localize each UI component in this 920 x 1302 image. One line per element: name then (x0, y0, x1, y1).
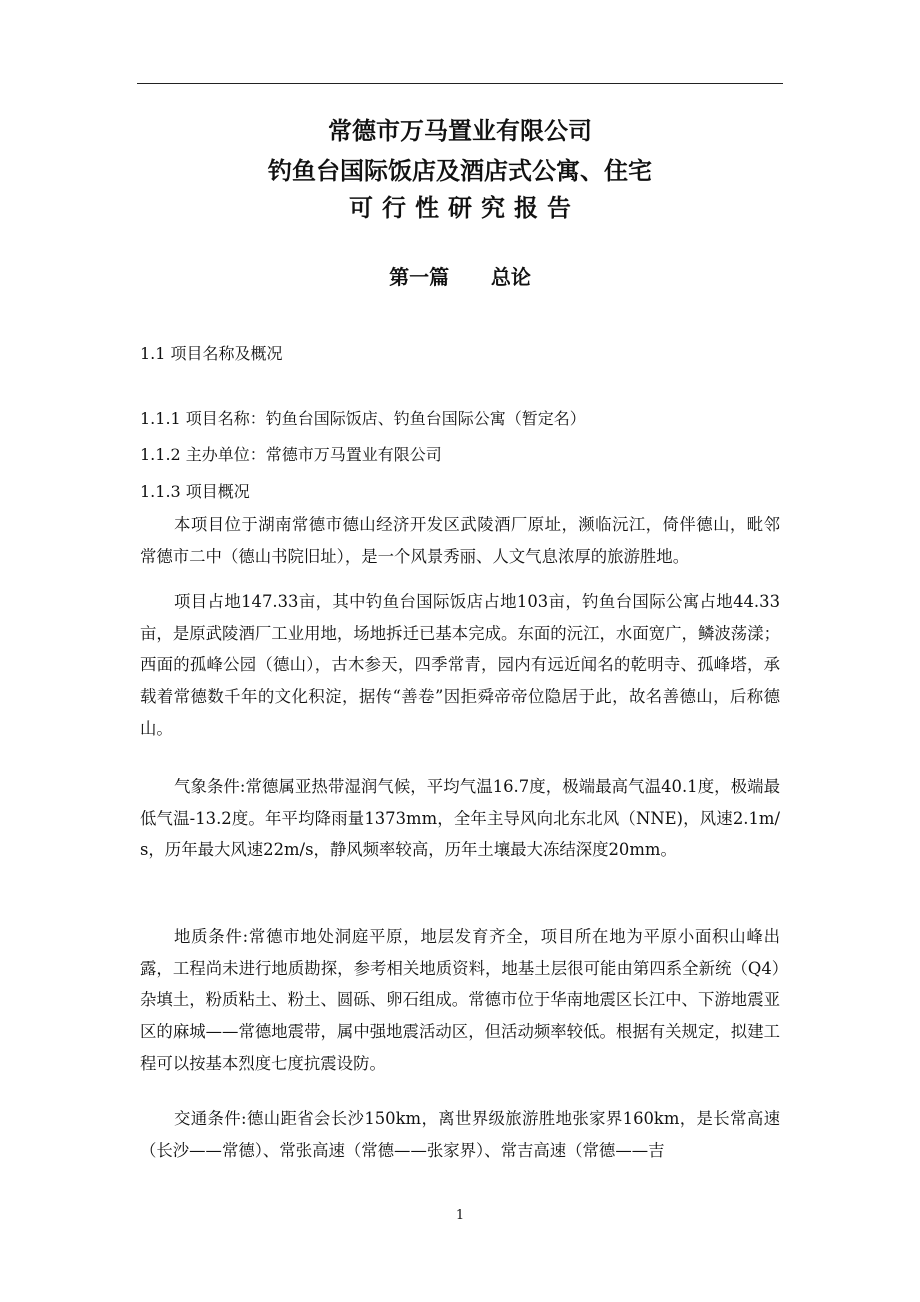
page-number: 1 (455, 1208, 465, 1223)
paragraph-transportation: 交通条件:德山距省会长沙150km，离世界级旅游胜地张家界160km，是长常高速（长沙——常德）、常张高速（常德——张家界）、常吉高速（常德——吉 (140, 1109, 780, 1160)
paragraph-location: 本项目位于湖南常德市德山经济开发区武陵酒厂原址，濒临沅江，倚伴德山，毗邻常德市二中（德山书院旧址），是一个风景秀丽、人文气息浓厚的旅游胜地。 (140, 515, 780, 566)
document-title-project: 钓鱼台国际饭店及酒店式公寓、住宅 (268, 157, 652, 185)
chapter-heading: 第一篇 总论 (389, 265, 531, 289)
paragraph-geology: 地质条件:常德市地处洞庭平原，地层发育齐全，项目所在地为平原小面积山峰出露，工程尚未进行地质勘探，参考相关地质资料，地基土层很可能由第四系全新统（Q4）杂填土，粉质粘土、粉土、圆砾、卵石组成。常德市位于华南地震区长江中、下游地震亚区的麻城——常德地震带，属中强地震活动区，但活动频率较低。根据有关规定，拟建工程可以按基本烈度七度抗震设防。 (140, 927, 780, 1073)
section-1-1-2-organizer: 1.1.2 主办单位：常德市万马置业有限公司 (140, 445, 442, 464)
section-1-1-3-overview: 1.1.3 项目概况 (140, 482, 250, 501)
document-title-report: 可行性研究报告 (349, 194, 580, 222)
section-1-1-1-project-name: 1.1.1 项目名称：钓鱼台国际饭店、钓鱼台国际公寓（暂定名） (140, 409, 586, 428)
document-title-company: 常德市万马置业有限公司 (328, 117, 592, 145)
paragraph-climate: 气象条件:常德属亚热带湿润气候，平均气温16.7度，极端最高气温40.1度，极端最低气温-13.2度。年平均降雨量1373mm，全年主导风向北东北风（NNE)，风速2.1m/s，历年最大风速22m/s，静风频率较高，历年土壤最大冻结深度20mm。 (140, 777, 780, 860)
section-heading-1-1: 1.1 项目名称及概况 (140, 344, 283, 363)
header-rule (137, 83, 783, 84)
paragraph-site-area: 项目占地147.33亩，其中钓鱼台国际饭店占地103亩，钓鱼台国际公寓占地44.33亩，是原武陵酒厂工业用地，场地拆迁已基本完成。东面的沅江，水面宽广，鳞波荡漾；西面的孤峰公园（德山），古木参天，四季常青，园内有远近闻名的乾明寺、孤峰塔，承载着常德数千年的文化积淀，据传“善卷”因拒舜帝帝位隐居于此，故名善德山，后称德山。 (140, 592, 780, 738)
